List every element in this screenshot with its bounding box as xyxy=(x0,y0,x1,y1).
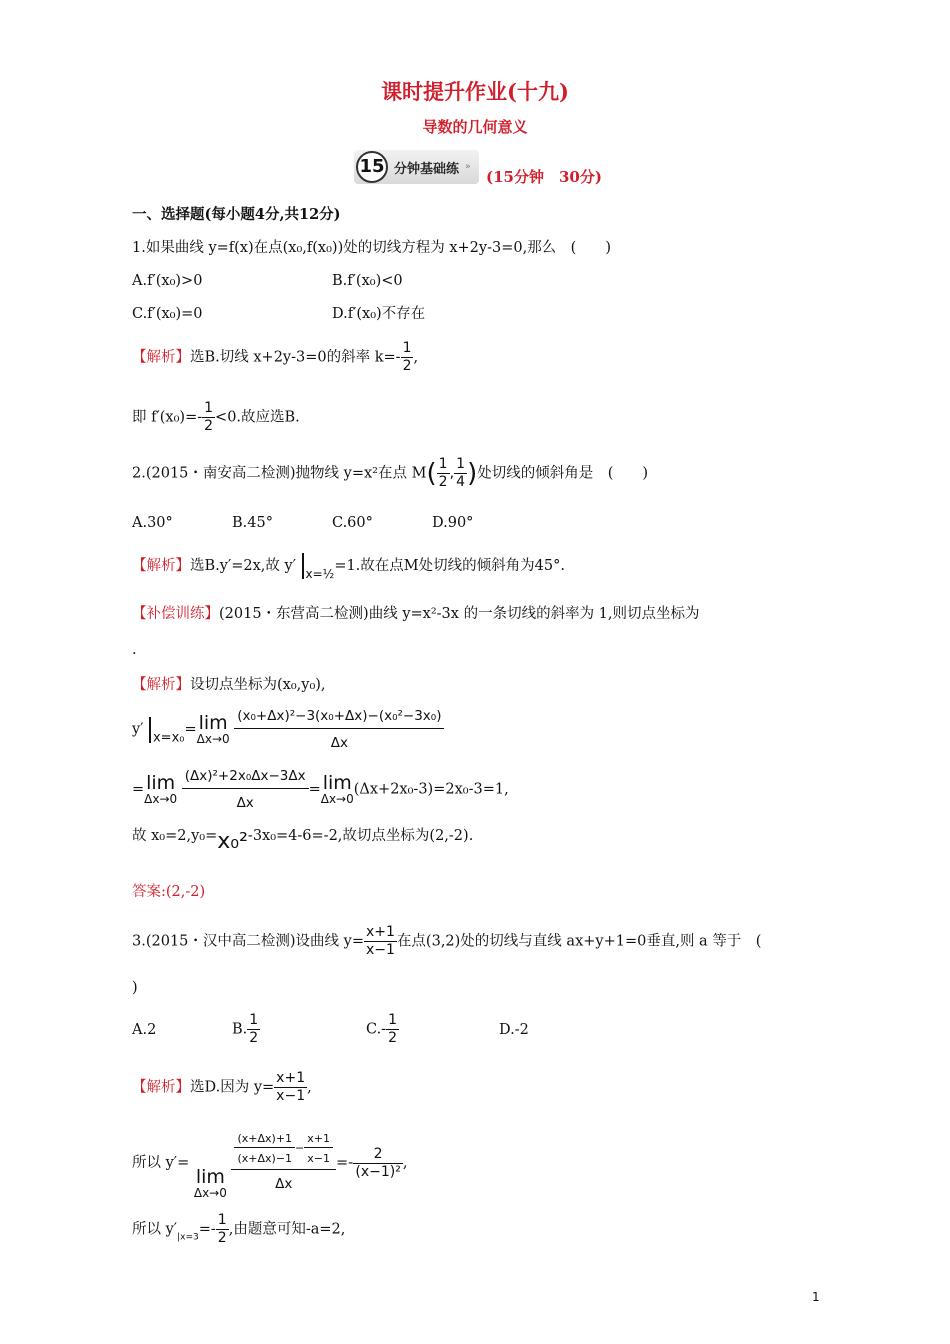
section-heading: 一、选择题(每小题4分,共12分) xyxy=(132,206,341,223)
q1-sol1-end: , xyxy=(413,349,419,366)
bc-sol4-a: 故 x₀=2,y₀= xyxy=(132,828,218,844)
q3-sol2-a: 所以 y′= xyxy=(132,1155,190,1171)
q1-sol2-end: <0.故应选B. xyxy=(215,409,300,426)
q2-solution xyxy=(132,553,565,584)
bc-sol3-tail: (Δx+2x₀-3)=2x₀-3=1, xyxy=(353,781,509,798)
limit: lim Δx→0 xyxy=(144,772,178,806)
bc-solution-line4 xyxy=(132,826,473,852)
page-number: 1 xyxy=(812,1290,820,1304)
fraction: $\frac{x+1}{x-1}$ xyxy=(276,1070,306,1104)
q2-option-b: B.45° xyxy=(232,515,273,531)
bc-sol4-b: -3x₀=4-6=-2,故切点坐标为(2,-2). xyxy=(247,828,474,844)
eval-subscript: x=x₀ xyxy=(152,730,185,746)
q3-option-c: C.- $\frac{1}{2}$ xyxy=(366,1012,398,1046)
q3-solution-line2: 所以 y′= lim Δx→0 $\frac{(x+\Delta x)+1}{(x+\Delta x)-1}$ − $\frac{x+1}{x-1}$ Δx =- $\frac{2}{\text{(x−1)²}}$ , xyxy=(132,1132,408,1200)
bc-sol1: 设切点坐标为(x₀,y₀), xyxy=(190,677,326,693)
q3-solution-line1: 【解析】选D.因为 y= $\frac{x+1}{x-1}$ , xyxy=(132,1070,312,1104)
q2-option-d: D.90° xyxy=(432,515,474,531)
jiexi-tag: 【解析】 xyxy=(132,677,190,693)
equals: = xyxy=(132,781,145,798)
page-subtitle: 导数的几何意义 xyxy=(422,118,528,136)
bc-solution-line2 xyxy=(132,706,444,753)
q3-stem-b: 在点(3,2)处的切线与直线 ax+y+1=0垂直,则 a 等于 ( xyxy=(396,933,762,950)
q3-solution-line3: 所以 $y'_{|x=3}=-$ $\frac{1}{2}$ ,由题意可知-a=2, xyxy=(132,1212,346,1246)
equals: = xyxy=(308,781,321,798)
fraction: $\frac{1}{2}$ xyxy=(204,400,214,434)
fraction: $\frac{1}{2}$ xyxy=(217,1212,227,1246)
limit: lim Δx→0 xyxy=(320,772,354,806)
bc-answer: 答案:(2,-2) xyxy=(132,884,206,900)
q2-stem-b: 处切线的倾斜角是 ( ) xyxy=(477,465,649,482)
q3-sol3-a: 所以 y′ xyxy=(132,1221,178,1238)
q1-option-d: D.f′(x₀)不存在 xyxy=(332,306,426,322)
limit: lim Δx→0 xyxy=(193,1166,227,1200)
compound-quotient: $\frac{(x+\Delta x)+1}{(x+\Delta x)-1}$ − $\frac{x+1}{x-1}$ Δx xyxy=(231,1132,336,1194)
q1-stem: 1.如果曲线 y=f(x)在点(x₀,f(x₀))处的切线方程为 x+2y-3=0,那么 ( ) xyxy=(132,240,612,256)
eval-subscript: x=½ xyxy=(305,567,335,581)
q2-stem: 2.(2015・南安高二检测)抛物线 y=x²在点 M( $\frac{1}{2}$ , $\frac{1}{4}$ )处切线的倾斜角是 ( ) xyxy=(132,456,649,490)
q1-sol1-text: 选B.切线 x+2y-3=0的斜率 k=- xyxy=(190,349,401,366)
fraction: $\frac{1}{2}$ xyxy=(388,1012,398,1046)
q3-stem xyxy=(132,924,761,959)
q2-option-c: C.60° xyxy=(332,515,373,531)
q3-sol1-a: 选D.因为 y= xyxy=(190,1079,275,1096)
q1-option-a: A.f′(x₀)>0 xyxy=(132,273,203,289)
y-prime: y′ xyxy=(132,721,144,738)
x0-squared: x₀² xyxy=(217,829,248,854)
fraction: $\frac{1}{2}$ xyxy=(249,1012,259,1046)
q3-stem-a: 3.(2015・汉中高二检测)设曲线 y= xyxy=(132,933,364,950)
q3-option-a: A.2 xyxy=(132,1022,157,1038)
eval-subscript: |x=3 xyxy=(177,1232,199,1243)
difference-quotient: $\frac{\text{(x₀+Δx)²−3(x₀+Δx)−(x₀²−3x₀)}}{\Delta x}$ xyxy=(234,706,444,753)
q3-option-d: D.-2 xyxy=(499,1022,529,1038)
fraction: $\frac{1}{2}$ xyxy=(402,340,412,374)
equals: = xyxy=(184,721,197,738)
fraction: $\frac{1}{4}$ xyxy=(456,456,466,490)
q2-sol-a: 选B.y′=2x,故 y′ xyxy=(190,558,297,574)
limit: lim Δx→0 xyxy=(196,712,230,746)
time-score: (15分钟 30分) xyxy=(486,168,602,186)
bc-stem-text: (2015・东营高二检测)曲线 y=x²-3x 的一条切线的斜率为 1,则切点坐标为 xyxy=(219,606,700,622)
q2-sol-b: =1.故在点M处切线的倾斜角为45°. xyxy=(334,558,565,574)
badge-number: 15 xyxy=(356,151,388,183)
bc-stem xyxy=(132,604,700,624)
badge-label: 分钟基础练 xyxy=(394,161,460,177)
fraction: $\frac{2}{\text{(x−1)²}}$ xyxy=(355,1145,401,1180)
arrow-icon: » xyxy=(465,162,471,172)
q2-option-a: A.30° xyxy=(132,515,173,531)
bc-solution-line1 xyxy=(132,675,326,695)
q3-option-b: B. $\frac{1}{2}$ xyxy=(232,1012,259,1046)
q1-sol2-text: 即 f′(x₀)=- xyxy=(132,409,203,426)
timing-badge xyxy=(354,150,479,184)
fraction: $\frac{1}{2}$ xyxy=(438,456,448,490)
bc-stem-cont: . xyxy=(132,642,137,658)
q3-stem-cont: ) xyxy=(132,980,138,996)
fraction: $\frac{x+1}{x-1}$ xyxy=(366,924,395,958)
jiexi-tag: 【解析】 xyxy=(132,349,190,366)
bc-tag: 【补偿训练】 xyxy=(132,606,219,622)
bc-solution-line3 xyxy=(132,766,509,813)
eval-bar xyxy=(302,553,304,579)
eval-bar xyxy=(149,717,151,743)
q1-option-c: C.f′(x₀)=0 xyxy=(132,306,203,322)
page-title: 课时提升作业(十九) xyxy=(381,79,569,104)
q1-option-b: B.f′(x₀)<0 xyxy=(332,273,403,289)
q1-solution-line2 xyxy=(132,400,300,435)
q2-stem-a: 2.(2015・南安高二检测)抛物线 y=x²在点 M xyxy=(132,465,427,482)
jiexi-tag: 【解析】 xyxy=(132,558,190,574)
jiexi-tag: 【解析】 xyxy=(132,1079,190,1096)
simplified-quotient: $\frac{\text{(Δx)²+2x₀Δx−3Δx}}{\Delta x}$ xyxy=(182,766,309,813)
q1-solution-line1 xyxy=(132,340,418,375)
